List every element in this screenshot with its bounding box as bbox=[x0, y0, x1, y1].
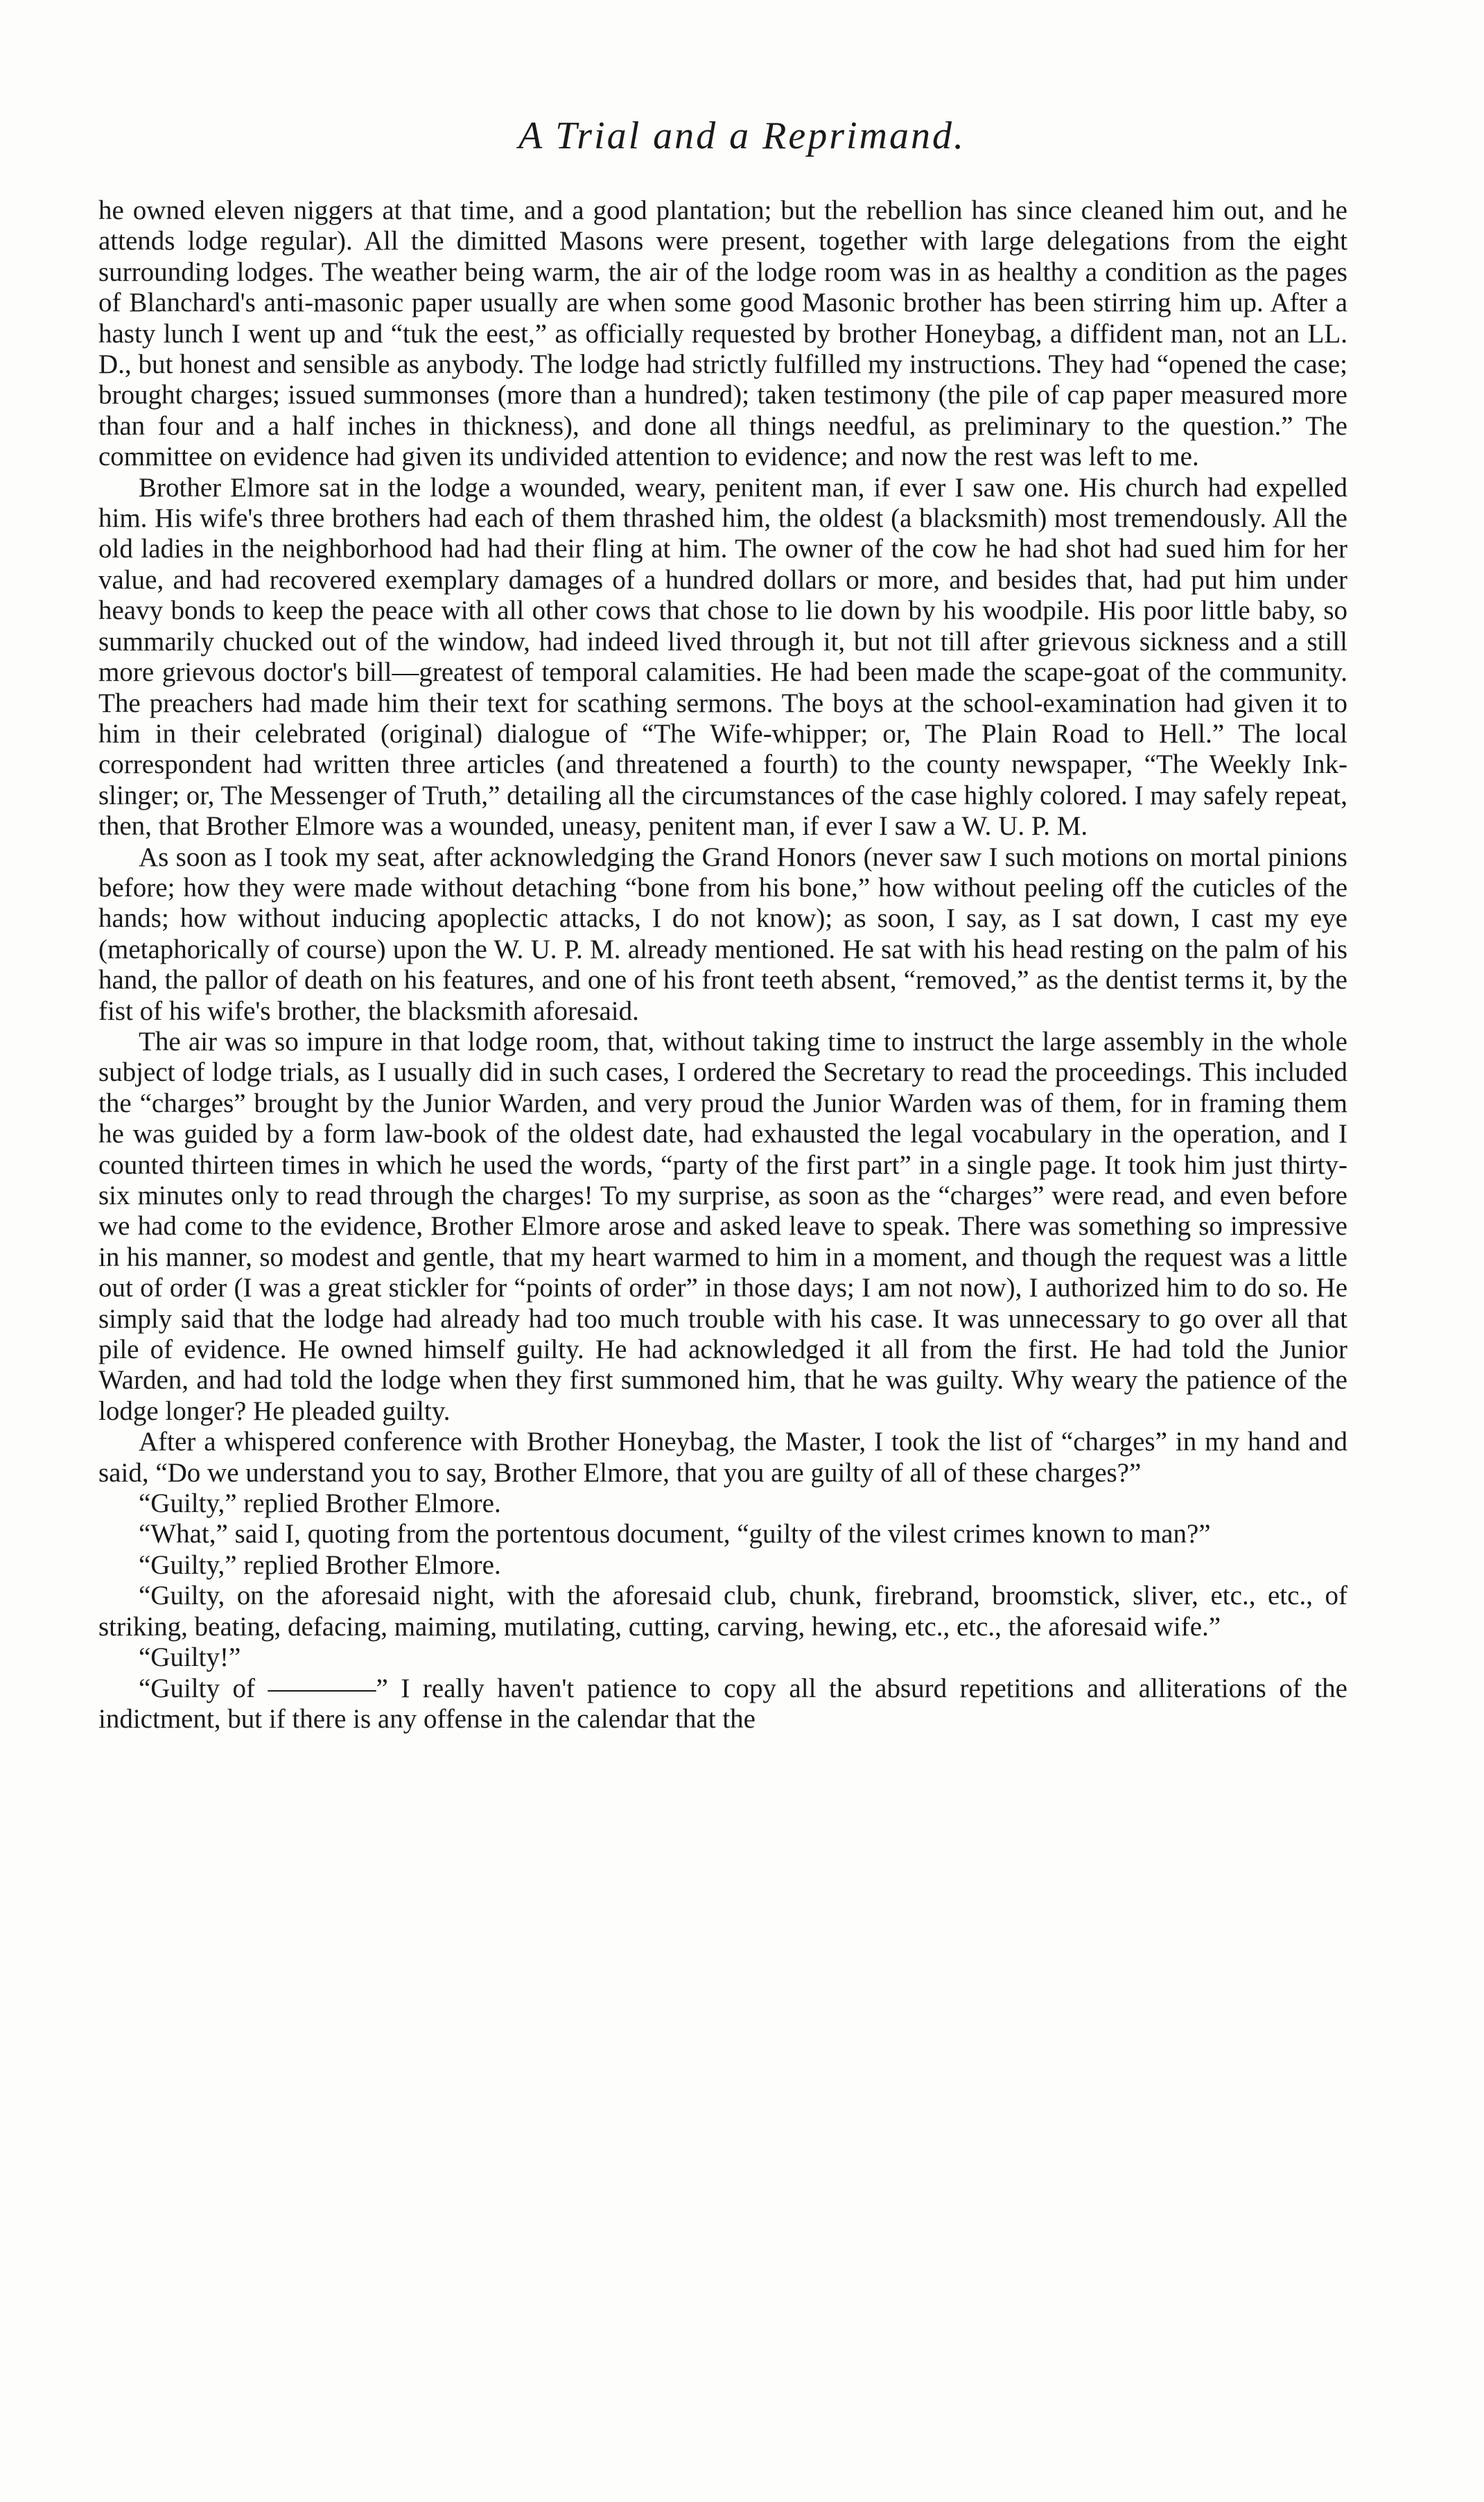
paragraph-11: “Guilty of ————” I really haven't patience to copy all the absurd repetitions and alliterations of the indictment, but if there is any offense in the calendar that the bbox=[98, 1673, 1347, 1734]
paragraph-2: Brother Elmore sat in the lodge a wounded, weary, penitent man, if ever I saw one. His church had expelled him. His wife's three brothers had each of them thrashed him, the oldest (a blacksmith) most tremendously. All the old ladies in the neighborhood had had their fling at him. The owner of the cow he had shot had sued him for her value, and had recovered exemplary damages of a hundred dollars or more, and besides that, had put him under heavy bonds to keep the peace with all other cows that chose to lie down by his woodpile. His poor little baby, so summarily chucked out of the window, had indeed lived through it, but not till after grievous sickness and a still more grievous doctor's bill—greatest of temporal calamities. He had been made the scape-goat of the community. The preachers had made him their text for scathing sermons. The boys at the school-examination had given it to him in their celebrated (original) dialogue of “The Wife-whipper; or, The Plain Road to Hell.” The local correspondent had written three articles (and threatened a fourth) to the county newspaper, “The Weekly Ink-slinger; or, The Messenger of Truth,” detailing all the circumstances of the case highly colored. I may safely repeat, then, that Brother Elmore was a wounded, uneasy, penitent man, if ever I saw a W. U. P. M. bbox=[98, 472, 1347, 842]
paragraph-8: “Guilty,” replied Brother Elmore. bbox=[139, 1549, 501, 1580]
paragraph-7: “What,” said I, quoting from the portentous document, “guilty of the vilest crimes known to man?” bbox=[139, 1519, 1211, 1549]
paragraph-6: “Guilty,” replied Brother Elmore. bbox=[139, 1488, 501, 1519]
paragraph-4: The air was so impure in that lodge room, that, without taking time to instruct the large assembly in the whole subject of lodge trials, as I usually did in such cases, I ordered the Secretary to read the proceedings. This included the “charges” brought by the Junior Warden, and very proud the Junior Warden was of them, for in framing them he was guided by a form law-book of the oldest date, had exhausted the legal vocabulary in the operation, and I counted thirteen times in which he used the words, “party of the first part” in a single page. It took him just thirty-six minutes only to read through the charges! To my surprise, as soon as the “charges” were read, and even before we had come to the evidence, Brother Elmore arose and asked leave to speak. There was something so impressive in his manner, so modest and gentle, that my heart warmed to him in a moment, and though the request was a little out of order (I was a great stickler for “points of order” in those days; I am not now), I authorized him to do so. He simply said that the lodge had already had too much trouble with his case. It was unnecessary to go over all that pile of evidence. He owned himself guilty. He had acknowledged it all from the first. He had told the Junior Warden, and had told the lodge when they first summoned him, that he was guilty. Why weary the patience of the lodge longer? He pleaded guilty. bbox=[98, 1026, 1347, 1426]
paragraph-10: “Guilty!” bbox=[139, 1642, 241, 1673]
running-head: A Trial and a Reprimand. bbox=[518, 114, 966, 157]
paragraph-9: “Guilty, on the aforesaid night, with the aforesaid club, chunk, firebrand, broomstick, sliver, etc., etc., of striking, beating, defacing, maiming, mutilating, cutting, carving, hewing, etc., etc., the aforesaid wife.” bbox=[98, 1581, 1347, 1642]
paragraph-1: he owned eleven niggers at that time, and a good plantation; but the rebellion has since cleaned him out, and he attends lodge regular). All the dimitted Masons were present, together with large delegations from the eight surrounding lodges. The weather being warm, the air of the lodge room was in as healthy a condition as the pages of Blanchard's anti-masonic paper usually are when some good Masonic brother has been stirring him up. After a hasty lunch I went up and “tuk the eest,” as officially requested by brother Honeybag, a diffident man, not an LL. D., but honest and sensible as anybody. The lodge had strictly fulfilled my instructions. They had “opened the case; brought charges; issued summonses (more than a hundred); taken testimony (the pile of cap paper measured more than four and a half inches in thickness), and done all things needful, as preliminary to the question.” The committee on evidence had given its undivided attention to evidence; and now the rest was left to me. bbox=[98, 196, 1347, 472]
paragraph-3: As soon as I took my seat, after acknowledging the Grand Honors (never saw I such motions on mortal pinions before; how they were made without detaching “bone from his bone,” how without peeling off the cuticles of the hands; how without inducing apoplectic attacks, I do not know); as soon, I say, as I sat down, I cast my eye (metaphorically of course) upon the W. U. P. M. already mentioned. He sat with his head resting on the palm of his hand, the pallor of death on his features, and one of his front teeth absent, “removed,” as the dentist terms it, by the fist of his wife's brother, the blacksmith aforesaid. bbox=[98, 842, 1347, 1026]
paragraph-5: After a whispered conference with Brother Honeybag, the Master, I took the list of “charges” in my hand and said, “Do we understand you to say, Brother Elmore, that you are guilty of all of these charges?” bbox=[98, 1427, 1347, 1488]
body-text bbox=[98, 196, 1347, 1735]
